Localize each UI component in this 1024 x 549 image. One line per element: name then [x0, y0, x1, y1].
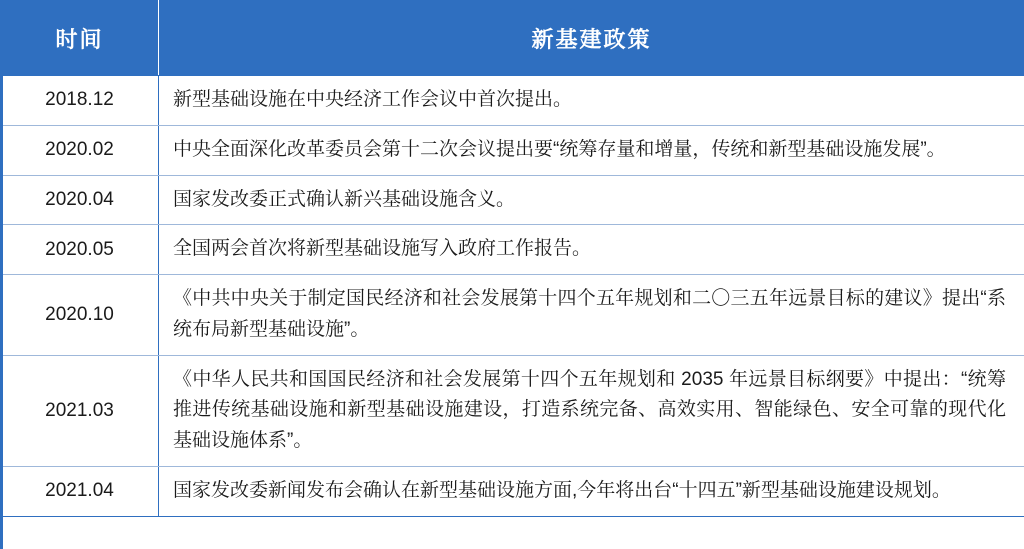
- cell-time: 2020.10: [1, 275, 159, 356]
- left-border-accent: [0, 0, 3, 549]
- cell-policy: 中央全面深化改革委员会第十二次会议提出要“统筹存量和增量，传统和新型基础设施发展”。: [159, 125, 1024, 175]
- table-row: [1, 466, 1024, 516]
- table-header-row: [1, 1, 1024, 76]
- cell-policy: 《中共中央关于制定国民经济和社会发展第十四个五年规划和二〇三五年远景目标的建议》提出“系统布局新型基础设施”。: [159, 275, 1024, 356]
- table-header: [1, 1, 1024, 76]
- table-body: [1, 76, 1024, 517]
- table-row: [1, 175, 1024, 225]
- table-row: [1, 355, 1024, 466]
- cell-policy: 全国两会首次将新型基础设施写入政府工作报告。: [159, 225, 1024, 275]
- cell-time: 2018.12: [1, 76, 159, 126]
- cell-time: 2020.05: [1, 225, 159, 275]
- table-row: [1, 225, 1024, 275]
- cell-policy: 国家发改委正式确认新兴基础设施含义。: [159, 175, 1024, 225]
- cell-policy: 国家发改委新闻发布会确认在新型基础设施方面,今年将出台“十四五”新型基础设施建设规划。: [159, 466, 1024, 516]
- table-row: [1, 125, 1024, 175]
- cell-policy: 新型基础设施在中央经济工作会议中首次提出。: [159, 76, 1024, 126]
- cell-time: 2020.02: [1, 125, 159, 175]
- column-header-time: 时间: [1, 1, 159, 76]
- cell-time: 2021.04: [1, 466, 159, 516]
- cell-policy: 《中华人民共和国国民经济和社会发展第十四个五年规划和 2035 年远景目标纲要》中提出：“统筹推进传统基础设施和新型基础设施建设，打造系统完备、高效实用、智能绿色、安全可靠的现代化基础设施体系”。: [159, 355, 1024, 466]
- column-header-policy: 新基建政策: [159, 1, 1024, 76]
- cell-time: 2021.03: [1, 355, 159, 466]
- table-row: [1, 76, 1024, 126]
- cell-time: 2020.04: [1, 175, 159, 225]
- table-row: [1, 275, 1024, 356]
